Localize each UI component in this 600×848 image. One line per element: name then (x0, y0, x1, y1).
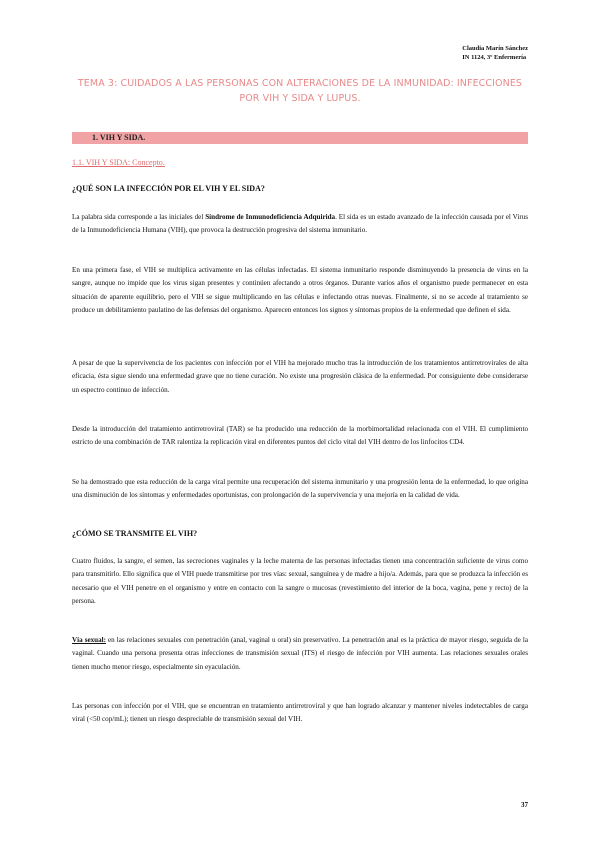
term-sida: Síndrome de Inmunodeficiencia Adquirida (205, 213, 336, 221)
section-heading: 1. VIH Y SIDA. (92, 133, 146, 142)
page-number: 37 (521, 801, 528, 809)
question-heading-1: ¿QUÉ SON LA INFECCIÓN POR EL VIH Y EL SIDA? (72, 184, 265, 193)
author-name: Claudia Marín Sánchez (462, 45, 528, 52)
paragraph-6: Cuatro fluidos, la sangre, el semen, las secreciones vaginales y la leche materna de las personas infectadas tienen una concentración suficiente de virus como para transmitirlo. Ello significa que el VIH puede transmitirse por tres vías: sexual, sanguínea y de madre a hijo/a. Además, para que se produzca la infección es necesario que el VIH penetre en el organismo y entre en contacto con la sangre o mucosas (revestimiento del interior de la boca, vagina, pene y recto) de la persona. (72, 557, 528, 606)
question-heading-2: ¿CÓMO SE TRANSMITE EL VIH? (72, 529, 198, 538)
paragraph-1: La palabra sida corresponde a las iniciales del Síndrome de Inmunodeficiencia Adquirida. El sida es un estado avanzado de la infección causada por el Virus de la Inmunodeficiencia Humana (VIH), que provoca la destrucción progresiva del sistema inmunitario. (72, 213, 529, 235)
paragraph-3: A pesar de que la supervivencia de los pacientes con infección por el VIH ha mejorado mucho tras la introducción de los tratamientos antirretrovirales de alta eficacia, ésta sigue siendo una enfermedad grave que no tiene curación. No existe una progresión clásica de la enfermedad. Por consiguiente debe considerarse un espectro continuo de infección. (72, 359, 528, 394)
paragraph-5: Se ha demostrado que esta reducción de la carga viral permite una recuperación del sistema inmunitario y una progresión lenta de la enfermedad, lo que origina una disminución de los síntomas y enfermedades oportunistas, con prolongación de la supervivencia y una mejoría en la calidad de vida. (72, 478, 528, 500)
header-author-block (462, 44, 528, 62)
paragraph-7: Vía sexual: en las relaciones sexuales con penetración (anal, vaginal u oral) sin preservativo. La penetración anal es la práctica de mayor riesgo, seguida de la vaginal. Cuando una persona presenta otras infecciones de transmisión sexual (ITS) el riesgo de infección por VIH aumenta. Las relaciones sexuales orales tienen mucho menor riesgo, especialmente sin eyaculación. (72, 636, 528, 671)
section-heading-bar (72, 132, 528, 144)
paragraph-2: En una primera fase, el VIH se multiplica activamente en las células infectadas. El sistema inmunitario responde disminuyendo la presencia de virus en la sangre, aunque no impide que los virus sigan presentes y continúen afectando a otros órganos. Durante varios años el organismo puede permanecer en esta situación de aparente equilibrio, pero el VIH se sigue multiplicando en las células e infectando otras nuevas. Finalmente, si no se accede al tratamiento se produce un debilitamiento paulatino de las defensas del organismo. Aparecen entonces los signos y síntomas propios de la enfermedad que definen el sida. (72, 266, 528, 315)
paragraph-8: Las personas con infección por el VIH, que se encuentran en tratamiento antirretroviral y que han logrado alcanzar y mantener niveles indetectables de carga viral (<50 cop/mL); tienen un riesgo despreciable de transmisión sexual del VIH. (72, 702, 528, 724)
course-code: IN 1124, 3º Enfermería (462, 54, 527, 61)
paragraph-4: Desde la introducción del tratamiento antirretroviral (TAR) se ha producido una reducción de la morbimortalidad relacionada con el VIH. El cumplimiento estricto de una combinación de TAR ralentiza la replicación viral en diferentes puntos del ciclo vital del VIH dentro de los linfocitos CD4. (72, 425, 528, 447)
via-sexual-label: Vía sexual: (72, 636, 106, 644)
subsection-heading: 1.1. VIH Y SIDA: Concepto. (72, 158, 165, 167)
topic-title: TEMA 3: CUIDADOS A LAS PERSONAS CON ALTERACIONES DE LA INMUNIDAD: INFECCIONES POR VIH Y SIDA Y LUPUS. (77, 78, 523, 104)
